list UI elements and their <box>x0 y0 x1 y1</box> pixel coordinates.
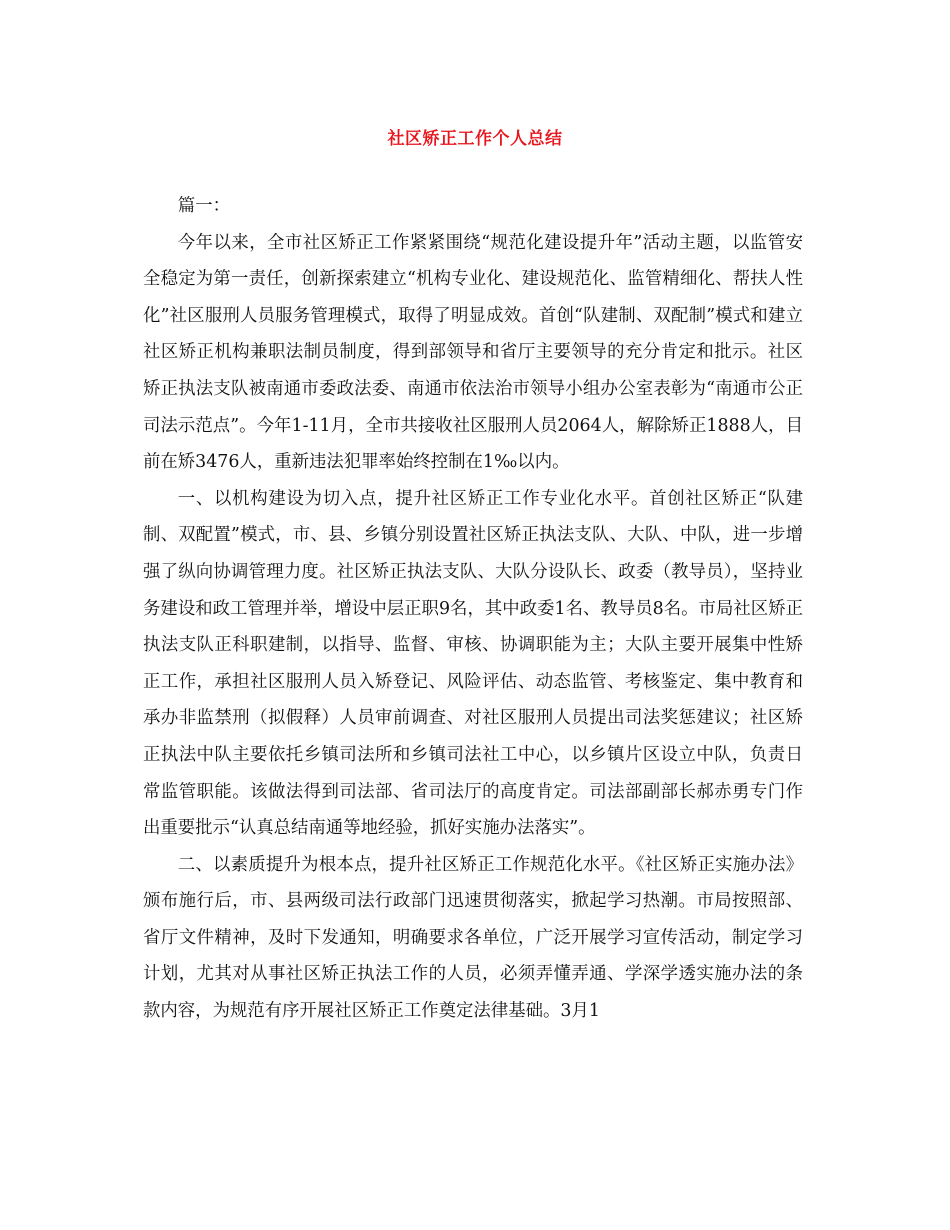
document-body <box>143 188 803 1030</box>
body-paragraph: 二、以素质提升为根本点，提升社区矫正工作规范化水平。《社区矫正实施办法》颁布施行后，市、县两级司法行政部门迅速贯彻落实，掀起学习热潮。市局按照部、省厅文件精神，及时下发通知，明确要求各单位，广泛开展学习宣传活动，制定学习计划，尤其对从事社区矫正执法工作的人员，必须弄懂弄通、学深学透实施办法的条款内容，为规范有序开展社区矫正工作奠定法律基础。3月1 <box>143 854 803 1022</box>
section-label: 篇一： <box>177 196 230 216</box>
body-paragraph: 一、以机构建设为切入点，提升社区矫正工作专业化水平。首创社区矫正“队建制、双配置”模式，市、县、乡镇分别设置社区矫正执法支队、大队、中队，进一步增强了纵向协调管理力度。社区矫正执法支队、大队分设队长、政委（教导员），坚持业务建设和政工管理并举，增设中层正职9名，其中政委1名、教导员8名。市局社区矫正执法支队正科职建制，以指导、监督、审核、协调职能为主；大队主要开展集中性矫正工作，承担社区服刑人员入矫登记、风险评估、动态监管、考核鉴定、集中教育和承办非监禁刑（拟假释）人员审前调查、对社区服刑人员提出司法奖惩建议；社区矫正执法中队主要依托乡镇司法所和乡镇司法社工中心，以乡镇片区设立中队，负责日常监管职能。该做法得到司法部、省司法厅的高度肯定。司法部副部长郝赤勇专门作出重要批示“认真总结南通等地经验，抓好实施办法落实”。 <box>143 488 803 839</box>
body-paragraph: 今年以来，全市社区矫正工作紧紧围绕“规范化建设提升年”活动主题，以监管安全稳定为第一责任，创新探索建立“机构专业化、建设规范化、监管精细化、帮扶人性化”社区服刑人员服务管理模式，取得了明显成效。首创“队建制、双配制”模式和建立社区矫正机构兼职法制员制度，得到部领导和省厅主要领导的充分肯定和批示。社区矫正执法支队被南通市委政法委、南通市依法治市领导小组办公室表彰为“南通市公正司法示范点”。今年1-11月，全市共接收社区服刑人员2064人，解除矫正1888人，目前在矫3476人，重新违法犯罪率始终控制在1‰以内。 <box>143 232 803 473</box>
page-title: 社区矫正工作个人总结 <box>387 129 563 149</box>
